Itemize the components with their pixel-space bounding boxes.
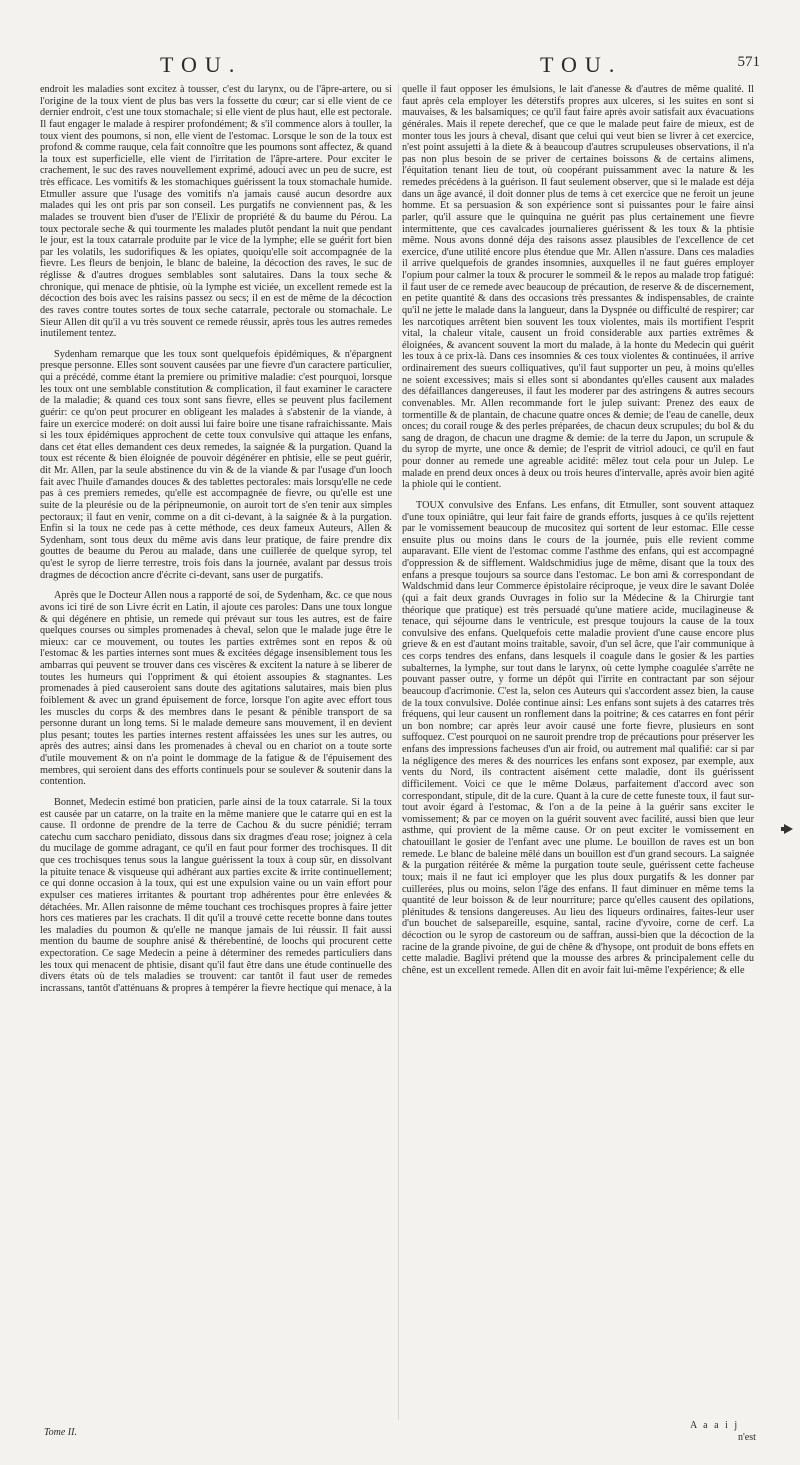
paragraph: quelle il faut opposer les émulsions, le lait d'anesse & d'autres de même qualité. Il faut après cela employer les déterstifs propres aux ulceres, si les suites en sont si mauvaises, & les balsamiques; ce qu'il faut faire après avoir satisfait aux évacuations générales. Mais il repete derechef, que ce que le malade peut faire de mieux, est de monter tous les jours à cheval, disant que celui qui veut bien se livrer à cet exercice, n'est point assujetti à la diete & à beaucoup d'autres scrupuleuses observations, il n'a pas non plus besoin de se priver de certaines boissons & de certains alimens, l'équitation tenant lieu de tout, où coopérant puissamment avec la nature & les remedes précédens à la guérison. Il faut seulement observer, que si le malade est déja dans un âge avancé, il doit donner plus de tems à cet exercice que ne feroit un jeune homme. Et sa persuasion & son expérience sont si puissantes pour le faire ainsi parler, qu'il assure que le quinquina ne guérit pas plus certainement une fievre intermittente, que ces cavalcades journalieres guérissent & les toux & la phtisie même. Nous avons donné déja des raisons assez plausibles de l'excellence de cet exercice, d'une utilité encore plus étendue que Mr. Allen n'assure. Dans ces maladies il arrive quelquefois de grandes insomnies, auxquelles il ne faut guéres employer l'opium pour calmer la toux & procurer le sommeil & le repos au malade trop fatigué: il faut user de ce remede avec beaucoup de précaution, de reserve & de discernement, en petite quantité & dans des occasions très pressantes & indispensables, de crainte qu'il ne jette le malade dans la langueur, dans la Dyspnée ou difficulté de respirer; car les narcotiques arrêtent bien souvent les toux violentes, mais ils mortifient l'esprit vital, la chaleur vitale, causent un froid considerable aux parties extrêmes & éloignées, & avancent souvent la mort du malade, à la honte du Medecin qui guérit les toux à ce prix-là. Dans ces insomnies & ces toux violentes & continuées, il arrive ordinairement des sueurs colliquatives, qu'il faut supporter un peu, à moins qu'elles ne soient excessives; mais si elles sont si abondantes qu'elles causent aux malades des défaillances dangereuses, il faut les moderer par des astringens & autres secours convenables. Mr. Allen recommande fort le julep suivant: Prenez des eaux de tormentille & de plantain, de chacune quatre onces & demie; de l'eau de canelle, deux onces; du corail rouge & des perles préparées, de chacun deux scrupules; du bol & du sang de dragon, de chacun une dragme & demie: de la terre du Japon, un scrupule & du syrop de myrte, une once & demie; de l'esprit de vitriol adouci, ce qu'il en faut pour donner au remede une agreable acidité: mêlez tout cela pour un Julep. Le malade en prend deux onces à deux ou trois heures d'intervalle, après avoir bien agité la phiole qui le contient.: [402, 84, 754, 491]
header-right-word: TOU.: [540, 52, 623, 77]
paragraph: TOUX convulsive des Enfans. Les enfans, dit Etmuller, sont souvent attaquez d'une toux opiniâtre, qui leur fait faire de grands efforts, jusques à ce qu'ils rejettent par le vomissement beaucoup de mucositez qui sortent de leur estomac. Elle cesse ensuite plus ou moins dans le cours de la journée, puis elle revient comme auparavant. Elle vient de l'estomac comme l'asthme des enfans, qui est accompagné d'oppression & de sifflement. Waldschmidius juge de même, disant que la toux des enfans a presque toujours sa source dans l'estomac. Le bon ami & correspondant de Waldschmid dans leur Commerce épistolaire réciproque, je veux dire le savant Dolée (qui a fait deux grands Ouvrages in folio sur la Médecine & la Chirurgie tant théorique que pratique) est très persuadé qu'une matiere acide, mucilagineuse & tenace, qui séjourne dans le ventricule, est presque toujours la cause de la toux convulsive des enfans. Quelquefois cette maladie provient d'une cause encore plus grieve & en est d'autant moins traitable, savoir, d'un sel âcre, que l'air communique à ces corps tendres des enfans, dans lesquels il coagule dans le gosier & les parties subalternes, la lymphe, sur tout dans le larynx, où cette lymphe coagulée s'arrête ne pouvant passer outre, y forme un dépôt qui l'irrite en contractant par son séjour beaucoup d'acrimonie. C'est la, selon ces Auteurs qui s'accordent assez bien, la cause de la toux convulsive. Dolée continue ainsi: Les enfans sont sujets à des catarres très fréquens, qui leur causent un ronflement dans la poitrine; & ces catarres en font périr un bon nombre; car après leur avoir causé une forte fievre, plusieurs en sont suffoquez. C'est pourquoi on ne sauroit prendre trop de précautions pour préserver les enfans des impressions facheuses d'un air froid, ou autrement mal qualifié: car si par la négligence des meres & des nourrices les enfans sont exposez, par exemple, aux vents du Nord, ils contractent aisément cette maladie, dont ils guérissent difficilement. Voici ce que le même Dolæus, parfaitement d'accord avec son correspondant, stipule, dit de la cure. Quant à la cure de cette funeste toux, il faut sur-tout avoir égard à l'estomac, & l'on a de la peine à la guérir sans exciter le vomissement; & par ce moyen on la guérit souvent avec facilité, aussi bien que leur asthme, qui provient de la même cause. Or on peut exciter le vomissement en chatouillant le gosier de l'enfant avec une plume. Le bouillon de raves est un bon remede. Le blanc de baleine mêlé dans un bouillon est d'un grand secours. La saignée & la purgation réitérée & même la purgation toute seule, guérissent cette facheuse toux; mais il ne faut ici employer que les plus doux purgatifs & les donner par cuillerées, plus ou moins, selon l'âge des enfans. Il faut diminuer en même tems la quantité de leur boisson & de leur nourriture; parce qu'elles causent des opilations, plénitudes & tensions dangereuses. Au lieu des liqueurs ordinaires, faites-leur user d'un bouchet de salsepareille, esquine, santal, racine d'yvoire, corne de cerf. La décoction ou le syrop de castoreum ou de saffran, aussi-bien que la décoction de la racine de la grande pivoine, de gui de chêne & d'hysope, ont produit de bons effets en cette maladie. Baglivi prétend que la mousse des arbres & principalement celle du chêne, est un excellent remede. Allen dit en avoir fait lui-même l'expérience; & elle: [402, 499, 754, 976]
volume-signature: Tome II.: [44, 1427, 77, 1438]
paragraph: endroit les maladies sont excitez à tousser, c'est du larynx, ou de l'âpre-artere, ou si l'origine de la toux vient de plus bas vers la fossette du cœur; car si elle vient de ce dernier endroit, c'est une toux stomachale; si elle vient de plus haut, elle est pectorale. Il faut engager le malade à respirer profondément; & s'il commence alors à touller, la toux vient des poumons, si non, elle vient de l'estomac. Lorsque le son de la toux est profond & comme rauque, cela fait connoître que les poumons sont affectez, & quand la toux est superficielle, elle vient de l'irritation de l'âpre-artere. Pour exciter le crachement, le suc des raves nouvellement exprimé, adouci avec un peu de sucre, est très efficace. Les vomitifs & les stomachiques guérissent la toux stomachale humide. Etmuller assure que l'usage des vomitifs n'a jamais causé aucun desordre aux malades qui les ont pris par son conseil. Les purgatifs ne conviennent pas, & les malades se trouvent bien d'user de l'Elixir de propriété & du baume du Pérou. La toux pectorale seche & qui tourmente les malades plutôt pendant la nuit que pendant le jour, est la toux catarrale produite par le vice de la lymphe; elle se guérit fort bien par les volatils, les sudorifiques & les opiates, quoiqu'elle soit accompagnée de la fievre. Les fleurs de benjoin, le blanc de baleine, la décoction des raves, le suc de réglisse & d'autres drogues semblables sont salutaires. Dans la toux seche & chronique, qui menace de phtisie, où la lymphe est viciée, un excellent remede est la décoction des bois avec les raisins passez ou secs; il en est de même de la décoction des raves contre toutes sortes de toux seche catarrale, pectorale ou stomachale. Le Sieur Allen dit qu'il a vu très souvent ce remede réussir, après tous les autres remedes inutilement tentez.: [40, 84, 392, 340]
header-left-word: TOU.: [160, 52, 243, 77]
left-column: [40, 84, 392, 995]
paragraph: Après que le Docteur Allen nous a rapporté de soi, de Sydenham, &c. ce que nous avons ici tiré de son Livre écrit en Latin, il ajoute ces paroles: Dans une toux longue & qui dégénere en phtisie, un remede qui prévaut sur tous les autres, est de faire quelques courses ou simples promenades à cheval, selon que le malade juge être le mieux: car ce mouvement, ou toutes les parties extrêmes sont en repos & où l'estomac & les parties internes sont mues & excitées dégage insensiblement tous les ambarras qui peuvent se trouver dans ces viscères & excitent la nature à se liberer de toutes les humeurs qui l'oppriment & qui étoient assoupies & stagnantes. Les promenades à pied causeroient sans doute des agitations salutaires, mais bien plus foiblement & avec un grand épuisement de force, lorsque l'on agite avec effort tous les muscles du corps & des membres dans le pesant & pénible transport de sa personne durant un long tems. Si le malade demeure sans mouvement, il en devient plus pesant; toutes les parties internes restent affaissées les unes sur les autres, ou après des autres; ainsi dans les promenades à cheval ou en chariot on a toute sorte d'utile mouvement & on n'a point le dommage de la fatigue & de l'épuisement des membres, qui seroient dans des efforts continuels pour se soulever & soutenir dans la contention.: [40, 590, 392, 788]
catchword: n'est: [738, 1432, 756, 1443]
paragraph: Bonnet, Medecin estimé bon praticien, parle ainsi de la toux catarrale. Si la toux est causée par un catarre, on la traite en la même maniere que le catarre qui en est la cause. Il ordonne de prendre de la terre de Cachou & du sucre pénidié; terram catechu cum saccharo penidiato, dissous dans six dragmes d'eau rose; joignez à cela du mucilage de gomme adragant, ce qu'il en faut pour former des trochisques. Il dit que ces trochisques tenus sous la langue guérissent la toux à coup sûr, en dissolvant la pituite tenace & visqueuse qui adhérant aux parties excite & irrite continuellement; ce qui donne occasion à la toux, qui est une expulsion vaine ou un vain effort pour expulser ces matieres irritantes & pourtant trop adhérentes pour être enlevées & détachées. Mr. Allen raisonne de même touchant ces trochisques propres à faire jetter hors ces matieres par les crachats. Il dit qu'il a trouvé cette recette bonne dans toutes les maladies du poumon & qu'elle ne manque jamais de lui réussir. Il fait aussi mention du baume de souphre anisé & thérebentiné, de loochs qui procurent cette expectoration. Ce sage Medecin a peine à déterminer des remedes particuliers dans les toux qui menacent de phtisie, disant qu'il faut être dans une étude continuelle des divers états où de tels maladies se trouvent: car tantôt il faut user de remedes incrassans, tantôt d'atténuans & propres à tempérer la fievre hectique qui menace, à la: [40, 796, 392, 994]
margin-pointer-icon: [780, 822, 794, 836]
page-number: 571: [737, 54, 760, 70]
quire-signature: A a a i j: [690, 1420, 740, 1431]
column-divider: [398, 84, 399, 1420]
running-header: [40, 52, 760, 82]
paragraph: Sydenham remarque que les toux sont quelquefois épidémiques, & n'épargnent presque personne. Elles sont souvent causées par une fievre d'un caractere particulier, qui a précédé, comme étant la premiere ou primitive maladie: c'est pourquoi, lorsque les toux ont une semblable constitution & complication, il faut examiner le caractere de la maladie; & quand ces toux sont sans fievre, elles se peuvent plus facilement guérir: ce qu'on peut procurer en obligeant les malades à s'abstenir de la viande, à faire un exercice moderé: on doit aussi lui faire boire une tisane rafraichissante. Mais si les toux épidémiques approchent de cette toux convulsive qui attaque les enfans, dans cet état elles demandent ces deux remedes, la saignée & la purgation. Quand la toux est récente & bien éloignée de pouvoir dégénérer en phtisie, elle se peut guérir, dit Mr. Allen, par la seule abstinence du vin & de la viande & par l'usage d'un looch fait avec l'huile d'amandes douces & des tablettes pectorales: mais lorsqu'elle ne cede pas à ces premiers remedes, qu'elle est accompagnée de fievre, ou qu'elle est une suite de la pleurésie ou de la péripneumonie, on auroit tort de s'en tenir aux simples pectoraux; il faut en venir, comme on a dit ci-devant, à la saignée & à la purgation. Enfin si la toux ne cede pas à cette méthode, ces deux fameux Auteurs, Allen & Sydenham, sont tous deux du même avis dans leur pratique, de faire prendre dix gouttes de beaume du Perou au malade, dans une cuillerée de quelque syrop, tel qu'est le syrop de lierre terrestre, trois fois dans la journée, avalant par dessus trois dragmes de décoction ancre d'écrite ci-devant, sans user de purgatifs.: [40, 348, 392, 581]
right-column: [402, 84, 754, 977]
